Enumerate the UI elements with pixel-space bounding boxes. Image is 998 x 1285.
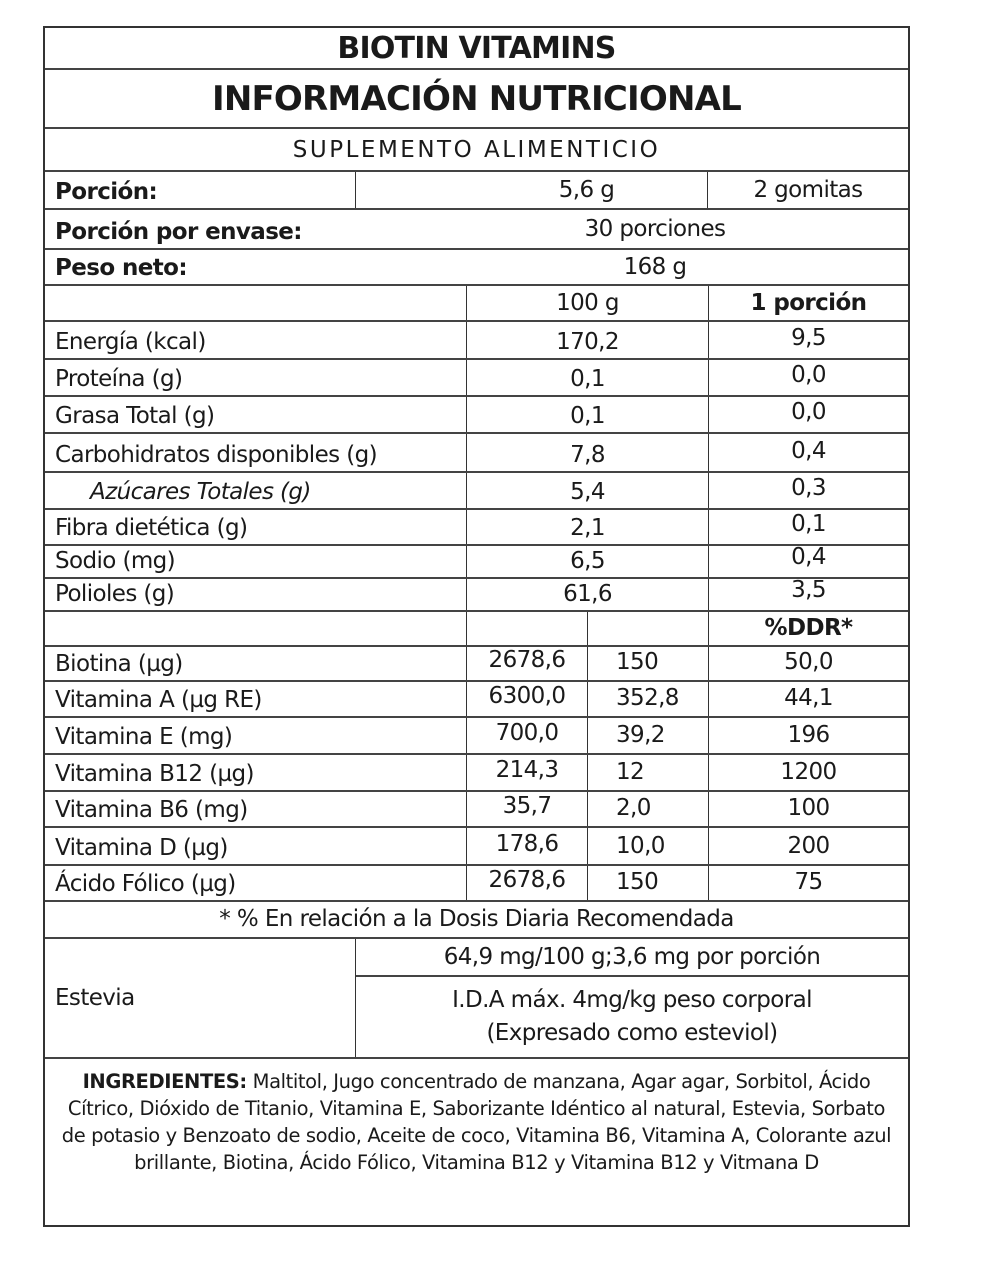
nutrient-portion: 0,4 xyxy=(791,544,826,570)
vitamin-portion: 10,0 xyxy=(616,833,665,859)
vitamin-ddr: 100 xyxy=(787,795,830,821)
portion-weight: 5,6 g xyxy=(558,176,615,203)
vitamin-name: Biotina (µg) xyxy=(55,651,183,677)
vitamin-name: Vitamina D (µg) xyxy=(55,835,228,861)
portion-units: 2 gomitas xyxy=(753,176,863,203)
portions-per-container-row xyxy=(45,210,908,250)
nutrient-portion: 0,1 xyxy=(791,511,826,537)
vitamin-row xyxy=(45,682,908,718)
vitamin-portion: 150 xyxy=(616,649,659,675)
stevia-ida-note: (Expresado como esteviol) xyxy=(486,1020,778,1046)
nutrient-name: Energía (kcal) xyxy=(55,329,206,355)
nutrient-portion: 0,0 xyxy=(791,399,826,425)
nutrient-row xyxy=(45,360,908,397)
vitamin-per100: 214,3 xyxy=(495,757,559,783)
vitamin-ddr: 75 xyxy=(794,869,823,895)
subtitle-row xyxy=(45,129,908,172)
net-weight-value: 168 g xyxy=(623,253,687,280)
nutrient-portion: 0,4 xyxy=(791,438,826,464)
vitamin-portion: 352,8 xyxy=(616,685,679,711)
nutrient-name: Azúcares Totales (g) xyxy=(90,479,311,505)
portion-row xyxy=(45,172,908,210)
nutrient-per100: 0,1 xyxy=(570,403,605,429)
vitamin-portion: 39,2 xyxy=(616,722,665,748)
nutrient-row xyxy=(45,322,908,360)
vitamin-row xyxy=(45,755,908,792)
vitamin-name: Vitamina B12 (µg) xyxy=(55,761,254,787)
vitamin-name: Ácido Fólico (µg) xyxy=(55,871,236,897)
ingredients-block xyxy=(45,1058,908,1176)
vitamin-row xyxy=(45,828,908,866)
vitamin-row xyxy=(45,792,908,828)
nutrient-name: Sodio (mg) xyxy=(55,548,175,574)
nutrient-per100: 170,2 xyxy=(556,329,619,355)
product-name: BIOTIN VITAMINS xyxy=(337,30,616,66)
stevia-label: Estevia xyxy=(55,984,135,1011)
vitamin-name: Vitamina A (µg RE) xyxy=(55,687,262,713)
nutrient-row xyxy=(45,434,908,473)
column-header-ddr: %DDR* xyxy=(764,615,853,641)
nutrient-row xyxy=(45,397,908,434)
nutrient-per100: 6,5 xyxy=(570,548,605,574)
nutrient-per100: 61,6 xyxy=(563,581,612,607)
vitamin-name: Vitamina B6 (mg) xyxy=(55,797,248,823)
vitamin-portion: 12 xyxy=(616,759,645,785)
nutrient-name: Carbohidratos disponibles (g) xyxy=(55,442,377,468)
vitamin-row xyxy=(45,718,908,755)
product-name-row xyxy=(45,28,908,70)
column-header-100g: 100 g xyxy=(556,289,619,316)
vitamin-row xyxy=(45,647,908,682)
nutrient-portion: 0,0 xyxy=(791,362,826,388)
net-weight-label: Peso neto: xyxy=(55,255,187,281)
nutrient-portion: 0,3 xyxy=(791,475,826,501)
portions-per-container-value: 30 porciones xyxy=(584,215,726,242)
nutrition-facts-label xyxy=(43,26,910,1227)
vitamin-ddr: 1200 xyxy=(780,759,837,785)
nutrient-per100: 7,8 xyxy=(570,442,605,468)
ddr-footnote: * % En relación a la Dosis Diaria Recomendada xyxy=(219,906,734,932)
title-row xyxy=(45,70,908,129)
page-title: INFORMACIÓN NUTRICIONAL xyxy=(212,78,741,119)
nutrient-name: Polioles (g) xyxy=(55,581,175,607)
vitamin-portion: 150 xyxy=(616,869,659,895)
nutrient-portion: 9,5 xyxy=(791,325,826,351)
vitamin-row xyxy=(45,866,908,902)
nutrient-header-row xyxy=(45,286,908,322)
stevia-ida: I.D.A máx. 4mg/kg peso corporal xyxy=(452,987,812,1013)
portions-per-container-label: Porción por envase: xyxy=(55,219,302,245)
stevia-row xyxy=(45,939,908,1059)
vitamin-header-row xyxy=(45,612,908,647)
ingredients-text: Maltitol, Jugo concentrado de manzana, Agar agar, Sorbitol, Ácido Cítrico, Dióxido de Titanio, Vitamina E, Saborizante Idéntico al natural, Estevia, Sorbato de potasio y Benzoato de sodio, Aceite de coco, Vitamina B6, Vitamina A, Colorante azul brillante, Biotina, Ácido Fólico, Vitamina B12 y Vitamina B12 y Vitmana D xyxy=(61,1070,892,1174)
vitamin-per100: 2678,6 xyxy=(488,647,566,673)
ingredients-label: INGREDIENTES: xyxy=(82,1070,247,1093)
vitamin-ddr: 50,0 xyxy=(784,649,833,675)
vitamin-per100: 35,7 xyxy=(502,793,552,819)
vitamin-per100: 2678,6 xyxy=(488,867,566,893)
nutrient-row xyxy=(45,579,908,612)
vitamin-per100: 700,0 xyxy=(495,720,559,746)
vitamin-per100: 178,6 xyxy=(495,831,559,857)
net-weight-row xyxy=(45,250,908,286)
vitamin-portion: 2,0 xyxy=(616,795,651,821)
vitamin-ddr: 44,1 xyxy=(784,685,833,711)
nutrient-portion: 3,5 xyxy=(791,577,826,603)
nutrient-name: Proteína (g) xyxy=(55,366,183,392)
nutrient-per100: 5,4 xyxy=(570,479,605,505)
vitamin-ddr: 196 xyxy=(787,722,830,748)
subtitle: SUPLEMENTO ALIMENTICIO xyxy=(292,136,661,163)
nutrient-row xyxy=(45,510,908,546)
column-header-portion: 1 porción xyxy=(750,289,867,316)
vitamin-name: Vitamina E (mg) xyxy=(55,724,233,750)
nutrient-name: Grasa Total (g) xyxy=(55,403,215,429)
footnote-row xyxy=(45,902,908,939)
portion-label: Porción: xyxy=(55,179,158,205)
nutrient-row xyxy=(45,546,908,579)
vitamin-ddr: 200 xyxy=(787,833,830,859)
nutrient-row xyxy=(45,473,908,510)
stevia-amount: 64,9 mg/100 g;3,6 mg por porción xyxy=(443,943,821,970)
nutrient-name: Fibra dietética (g) xyxy=(55,515,248,541)
vitamin-per100: 6300,0 xyxy=(488,683,566,709)
nutrient-per100: 2,1 xyxy=(570,515,605,541)
nutrient-per100: 0,1 xyxy=(570,366,605,392)
